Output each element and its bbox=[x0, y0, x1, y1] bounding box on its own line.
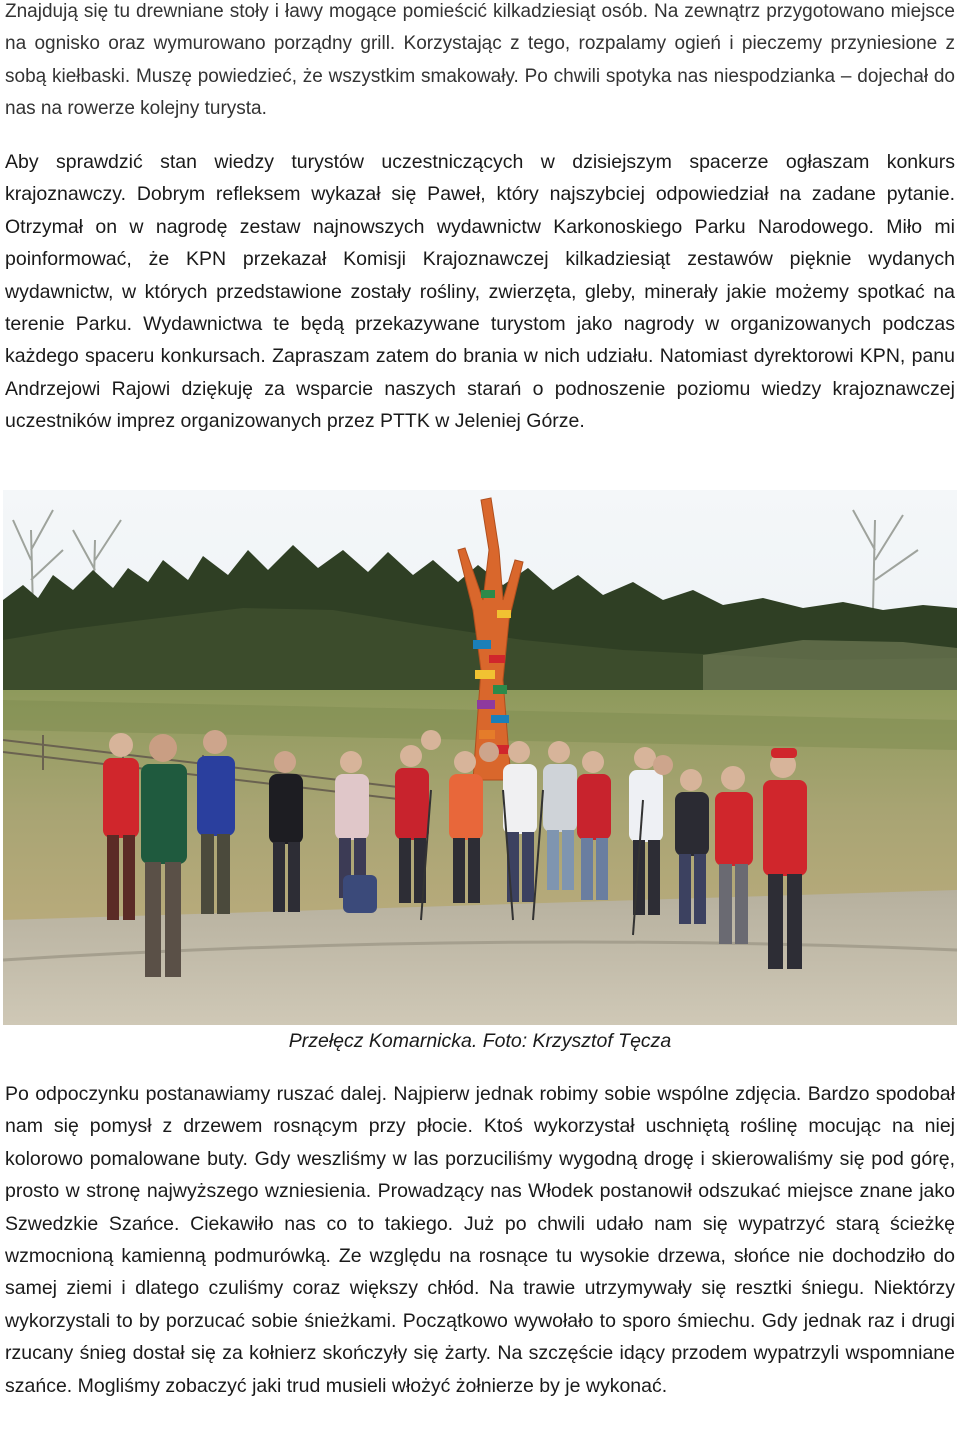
photo-caption: Przełęcz Komarnicka. Foto: Krzysztof Tęcza bbox=[288, 1030, 672, 1052]
group-photo bbox=[3, 490, 957, 1025]
paragraph-2: Aby sprawdzić stan wiedzy turystów uczestniczących w dzisiejszym spacerze ogłaszam konkurs krajoznawczy. Dobrym refleksem wykazał się Paweł, który najszybciej odpowiedział na zadane pytanie. Otrzymał on w nagrodę zestaw najnowszych wydawnictw Karkonoskiego Parku Narodowego. Miło mi poinformować, że KPN przekazał Komisji Krajoznawczej kilkadziesiąt zestawów pięknie wydanych wydawnictw, w których przedstawione zostały rośliny, zwierzęta, gleby, minerały jakie możemy spotkać na terenie Parku. Wydawnictwa te będą przekazywane turystom jako nagrody w organizowanych podczas każdego spaceru konkursach. Zapraszam zatem do brania w nich udziału. Natomiast dyrektorowi KPN, panu Andrzejowi Rajowi dziękuję za wsparcie naszych starań o podnoszenie poziomu wiedzy krajoznawczej uczestników imprez organizowanych przez PTTK w Jeleniej Górze. bbox=[5, 151, 955, 433]
paragraph-3: Po odpoczynku postanawiamy ruszać dalej. Najpierw jednak robimy sobie wspólne zdjęcia. Bardzo spodobał nam się pomysł z drzewem rosnącym przy płocie. Ktoś wykorzystał uschniętą roślinę mocując na niej kolorowo pomalowane buty. Gdy weszliśmy w las porzuciliśmy wygodną drogę i skierowaliśmy się pod górę, prosto w stronę najwyższego wzniesienia. Prowadzący nas Włodek postanowił odszukać miejsce znane jako Szwedzkie Szańce. Ciekawiło nas co to takiego. Już po chwili udało nam się wypatrzyć starą ścieżkę wzmocnioną kamienną podmurówką. Ze względu na rosnące tu wysokie drzewa, słońce nie dochodziło do samej ziemi i dlatego czuliśmy coraz większy chłód. Na trawie utrzymywały się resztki śniegu. Niektórzy wykorzystali to by porzucać sobie śnieżkami. Początkowo wywołało to sporo śmiechu. Gdy jednak raz i drugi rzucany śnieg dostał się za kołnierz skończyły się żarty. Na szczęście idący przodem wypatrzyli wspomniane szańce. Mogliśmy zobaczyć jaki trud musieli włożyć żołnierze by je wykonać. bbox=[5, 1083, 955, 1397]
paragraph-1: Znajdują się tu drewniane stoły i ławy mogące pomieścić kilkadziesiąt osób. Na zewnątrz przygotowano miejsce na ognisko oraz wymurowano porządny grill. Korzystając z tego, rozpalamy ogień i pieczemy przyniesione z sobą kiełbaski. Muszę powiedzieć, że wszystkim smakowały. Po chwili spotyka nas niespodzianka – dojechał do nas na rowerze kolejny turysta. bbox=[5, 1, 955, 120]
group-photo-illustration bbox=[3, 490, 957, 1025]
